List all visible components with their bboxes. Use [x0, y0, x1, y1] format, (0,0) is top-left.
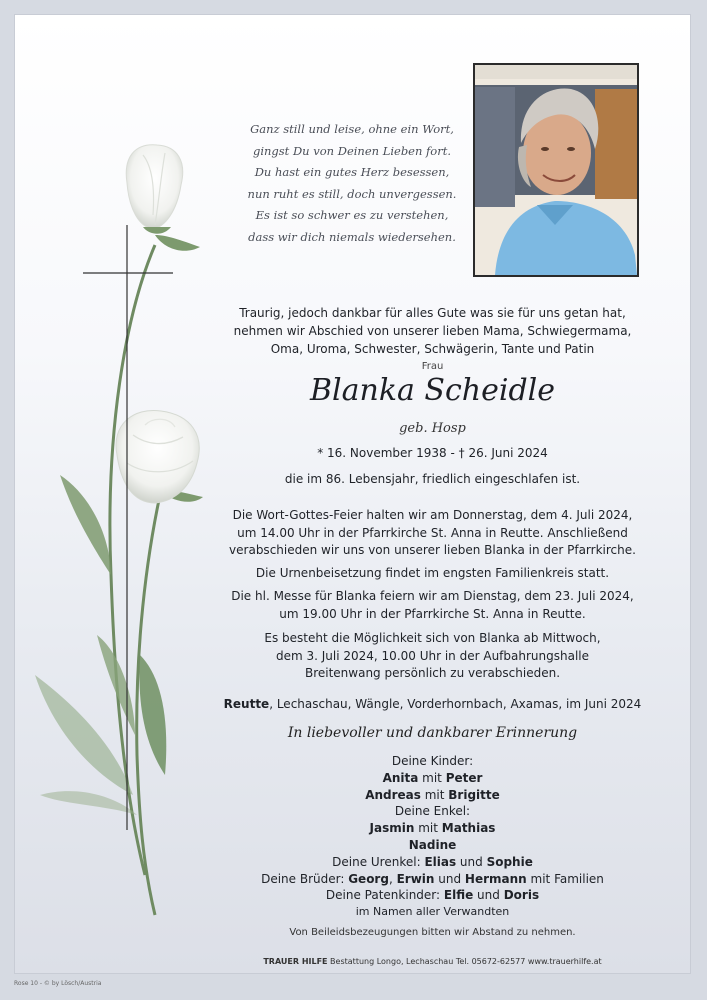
maiden-name: geb. Hosp	[399, 421, 466, 436]
age-text: die im 86. Lebensjahr, friedlich eingeschlafen ist.	[284, 472, 581, 486]
funeral-home-brand: TRAUER HILFE	[263, 957, 328, 966]
rose-bloom-lower	[116, 410, 199, 503]
paragraph-line: Die Urnenbeisetzung findet im engsten Familienkreis statt.	[255, 566, 610, 580]
funeral-service-paragraph	[220, 507, 645, 560]
poem-line: Ganz still und leise, ohne ein Wort,	[250, 122, 454, 136]
intro-line: Oma, Uroma, Schwester, Schwägerin, Tante und Patin	[270, 342, 595, 356]
title-frau: Frau	[421, 361, 444, 372]
urn-burial-paragraph	[220, 565, 645, 583]
enkel-label: Deine Enkel:	[394, 804, 471, 819]
relatives-line: im Namen aller Verwandten	[355, 905, 510, 919]
intro-text	[220, 304, 645, 376]
intro-line: Traurig, jedoch dankbar für alles Gute was sie für uns getan hat,	[239, 306, 626, 320]
paragraph-line: verabschieden wir uns von unserer lieben Blanka in der Pfarrkirche.	[229, 543, 636, 557]
family-entry: Nadine	[408, 837, 457, 852]
memory-heading: In liebevoller und dankbarer Erinnerung	[287, 725, 578, 741]
paragraph-line: Die hl. Messe für Blanka feiern wir am Dienstag, dem 23. Juli 2024,	[231, 589, 634, 603]
places-date-line	[220, 697, 645, 711]
poem-line: dass wir dich niemals wiedersehen.	[248, 229, 456, 244]
leaf-icon	[60, 475, 111, 575]
poem-line: Es ist so schwer es zu verstehen,	[255, 208, 449, 223]
poem-line: nun ruht es still, doch unvergessen.	[247, 186, 457, 201]
condolence-note: Von Beileidsbezeugungen bitten wir Abstand zu nehmen.	[289, 927, 576, 938]
family-entry: Jasmin mit Mathias	[369, 821, 496, 836]
family-entry: Deine Brüder: Georg, Erwin und Hermann mit Familien	[261, 871, 604, 886]
portrait-image	[475, 65, 637, 275]
family-entry: Deine Patenkinder: Elfie und Doris	[325, 888, 540, 903]
paragraph-line: um 19.00 Uhr in der Pfarrkirche St. Anna in Reutte.	[279, 606, 586, 621]
kinder-label: Deine Kinder:	[391, 754, 474, 768]
deceased-name: Blanka Scheidle	[309, 373, 556, 408]
parte-card	[14, 14, 691, 974]
paragraph-line: um 14.00 Uhr in der Pfarrkirche St. Anna in Reutte. Anschließend	[237, 525, 628, 540]
paragraph-line: dem 3. Juli 2024, 10.00 Uhr in der Aufbahrungshalle	[275, 648, 589, 663]
paragraph-line: Breitenwang persönlich zu verabschieden.	[304, 666, 561, 680]
funeral-home-footer	[220, 957, 645, 966]
family-list	[220, 753, 645, 921]
image-credit: Rose 10 - © by Lösch/Austria	[14, 980, 102, 987]
white-rose-illustration	[15, 15, 235, 974]
paragraph-line: Es besteht die Möglichkeit sich von Blanka ab Mittwoch,	[264, 631, 601, 645]
life-dates: * 16. November 1938 - † 26. Juni 2024	[317, 446, 548, 460]
family-entry: Andreas mit Brigitte	[365, 787, 500, 802]
family-entry: Anita mit Peter	[382, 770, 483, 785]
paragraph-line: Die Wort-Gottes-Feier halten wir am Donnerstag, dem 4. Juli 2024,	[232, 508, 633, 522]
viewing-paragraph	[220, 630, 645, 683]
rose-bud-top	[126, 145, 182, 234]
portrait-photo	[473, 63, 639, 277]
places-rest: , Lechaschau, Wängle, Vorderhornbach, Axamas, im Juni 2024	[269, 697, 642, 711]
memorial-poem	[237, 119, 467, 249]
poem-line: gingst Du von Deinen Lieben fort.	[252, 143, 452, 158]
place-reutte: Reutte	[223, 697, 270, 711]
funeral-home-contact: Bestattung Longo, Lechaschau Tel. 05672-62577 www.trauerhilfe.at	[327, 957, 602, 966]
poem-line: Du hast ein gutes Herz besessen,	[254, 165, 450, 180]
family-entry: Deine Urenkel: Elias und Sophie	[332, 854, 533, 869]
mass-paragraph	[220, 588, 645, 623]
intro-line: nehmen wir Abschied von unserer lieben Mama, Schwiegermama,	[233, 324, 632, 338]
